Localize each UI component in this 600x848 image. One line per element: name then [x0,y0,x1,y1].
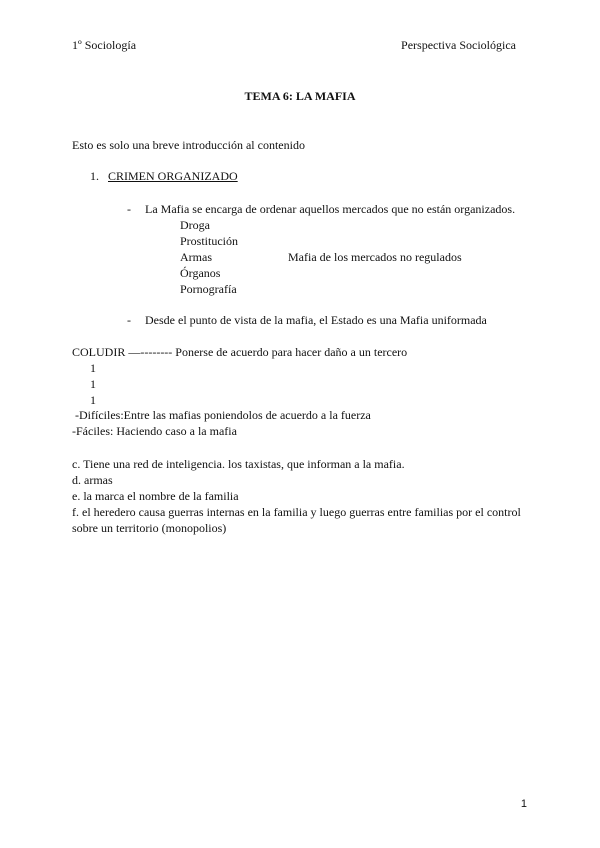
faciles-line: -Fáciles: Haciendo caso a la mafia [72,424,237,438]
bullet-dash: - [127,313,131,327]
item-d: d. armas [72,473,113,487]
market-item: Droga [180,218,210,232]
header-course: 1º Sociología [72,38,137,52]
item-e: e. la marca el nombre de la familia [72,489,239,503]
market-note: Mafia de los mercados no regulados [288,250,462,264]
section-heading: CRIMEN ORGANIZADO [108,169,238,183]
market-item: Armas [180,250,212,264]
numbered-item: 1 [90,361,96,375]
section-number: 1. [90,169,99,183]
dificiles-line: -Difíciles:Entre las mafias poniendolos de acuerdo a la fuerza [72,408,371,422]
intro-text: Esto es solo una breve introducción al contenido [72,138,305,152]
numbered-item: 1 [90,393,96,407]
page-title: TEMA 6: LA MAFIA [244,89,356,103]
market-item: Prostitución [180,234,239,248]
page-number: 1 [520,798,527,810]
bullet-text: La Mafia se encarga de ordenar aquellos mercados que no están organizados. [145,202,516,216]
coludir-line: COLUDIR —-------- Ponerse de acuerdo para hacer daño a un tercero [72,345,408,359]
market-item: Órganos [180,266,221,280]
bullet-text: Desde el punto de vista de la mafia, el Estado es una Mafia uniformada [145,313,487,327]
numbered-item: 1 [90,377,96,391]
market-item: Pornografía [180,282,237,296]
item-f: f. el heredero causa guerras internas en la familia y luego guerras entre familias por el control sobre un territorio (monopolios) [72,505,521,535]
bullet-dash: - [127,202,131,216]
item-c: c. Tiene una red de inteligencia. los taxistas, que informan a la mafia. [72,457,405,471]
header-subject: Perspectiva Sociológica [401,38,516,52]
